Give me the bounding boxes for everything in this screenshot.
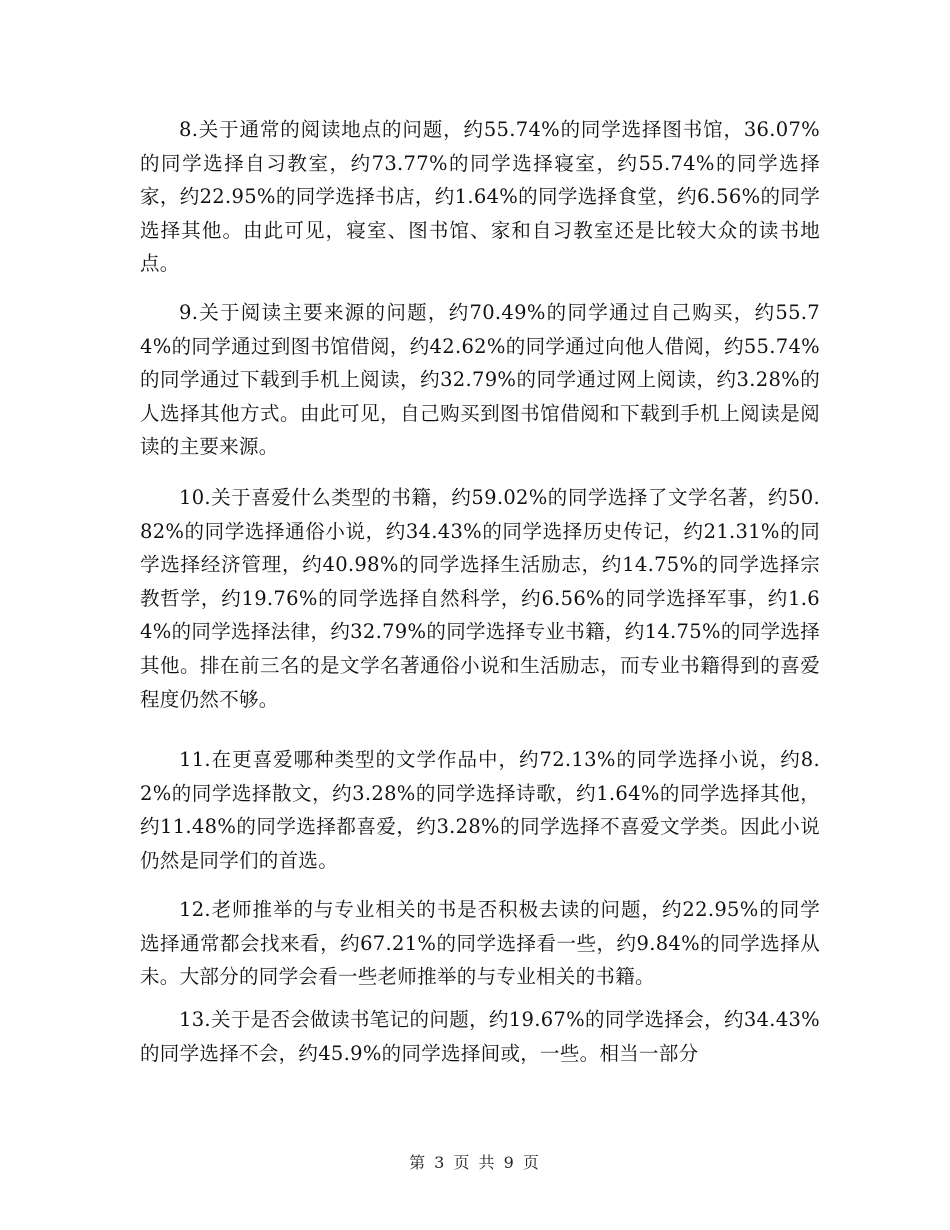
paragraph-12: 12.老师推举的与专业相关的书是否积极去读的问题，约22.95%的同学选择通常都会找来看，约67.21%的同学选择看一些，约9.84%的同学选择从未。大部分的同学会看一些老师推举的与专业相关的书籍。 — [140, 898, 820, 989]
page-number-footer: 第 3 页 共 9 页 — [409, 1153, 541, 1172]
paragraph-8: 8.关于通常的阅读地点的问题，约55.74%的同学选择图书馆，36.07%的同学选择自习教室，约73.77%的同学选择寝室，约55.74%的同学选择家，约22.95%的同学选择书店，约1.64%的同学选择食堂，约6.56%的同学选择其他。由此可见，寝室、图书馆、家和自习教室还是比较大众的读书地点。 — [140, 118, 820, 276]
paragraph-11: 11.在更喜爱哪种类型的文学作品中，约72.13%的同学选择小说，约8.2%的同学选择散文，约3.28%的同学选择诗歌，约1.64%的同学选择其他，约11.48%的同学选择都喜爱，约3.28%的同学选择不喜爱文学类。因此小说仍然是同学们的首选。 — [140, 748, 820, 872]
paragraph-13: 13.关于是否会做读书笔记的问题，约19.67%的同学选择会，约34.43%的同学选择不会，约45.9%的同学选择间或，一些。相当一部分 — [140, 1008, 820, 1065]
paragraph-9: 9.关于阅读主要来源的问题，约70.49%的同学通过自己购买，约55.74%的同学通过到图书馆借阅，约42.62%的同学通过向他人借阅，约55.74%的同学通过下载到手机上阅读，约32.79%的同学通过网上阅读，约3.28%的人选择其他方式。由此可见，自己购买到图书馆借阅和下载到手机上阅读是阅读的主要来源。 — [140, 301, 820, 459]
paragraph-10: 10.关于喜爱什么类型的书籍，约59.02%的同学选择了文学名著，约50.82%的同学选择通俗小说，约34.43%的同学选择历史传记，约21.31%的同学选择经济管理，约40.98%的同学选择生活励志，约14.75%的同学选择宗教哲学，约19.76%的同学选择自然科学，约6.56%的同学选择军事，约1.64%的同学选择法律，约32.79%的同学选择专业书籍，约14.75%的同学选择其他。排在前三名的是文学名著通俗小说和生活励志，而专业书籍得到的喜爱程度仍然不够。 — [140, 486, 820, 711]
